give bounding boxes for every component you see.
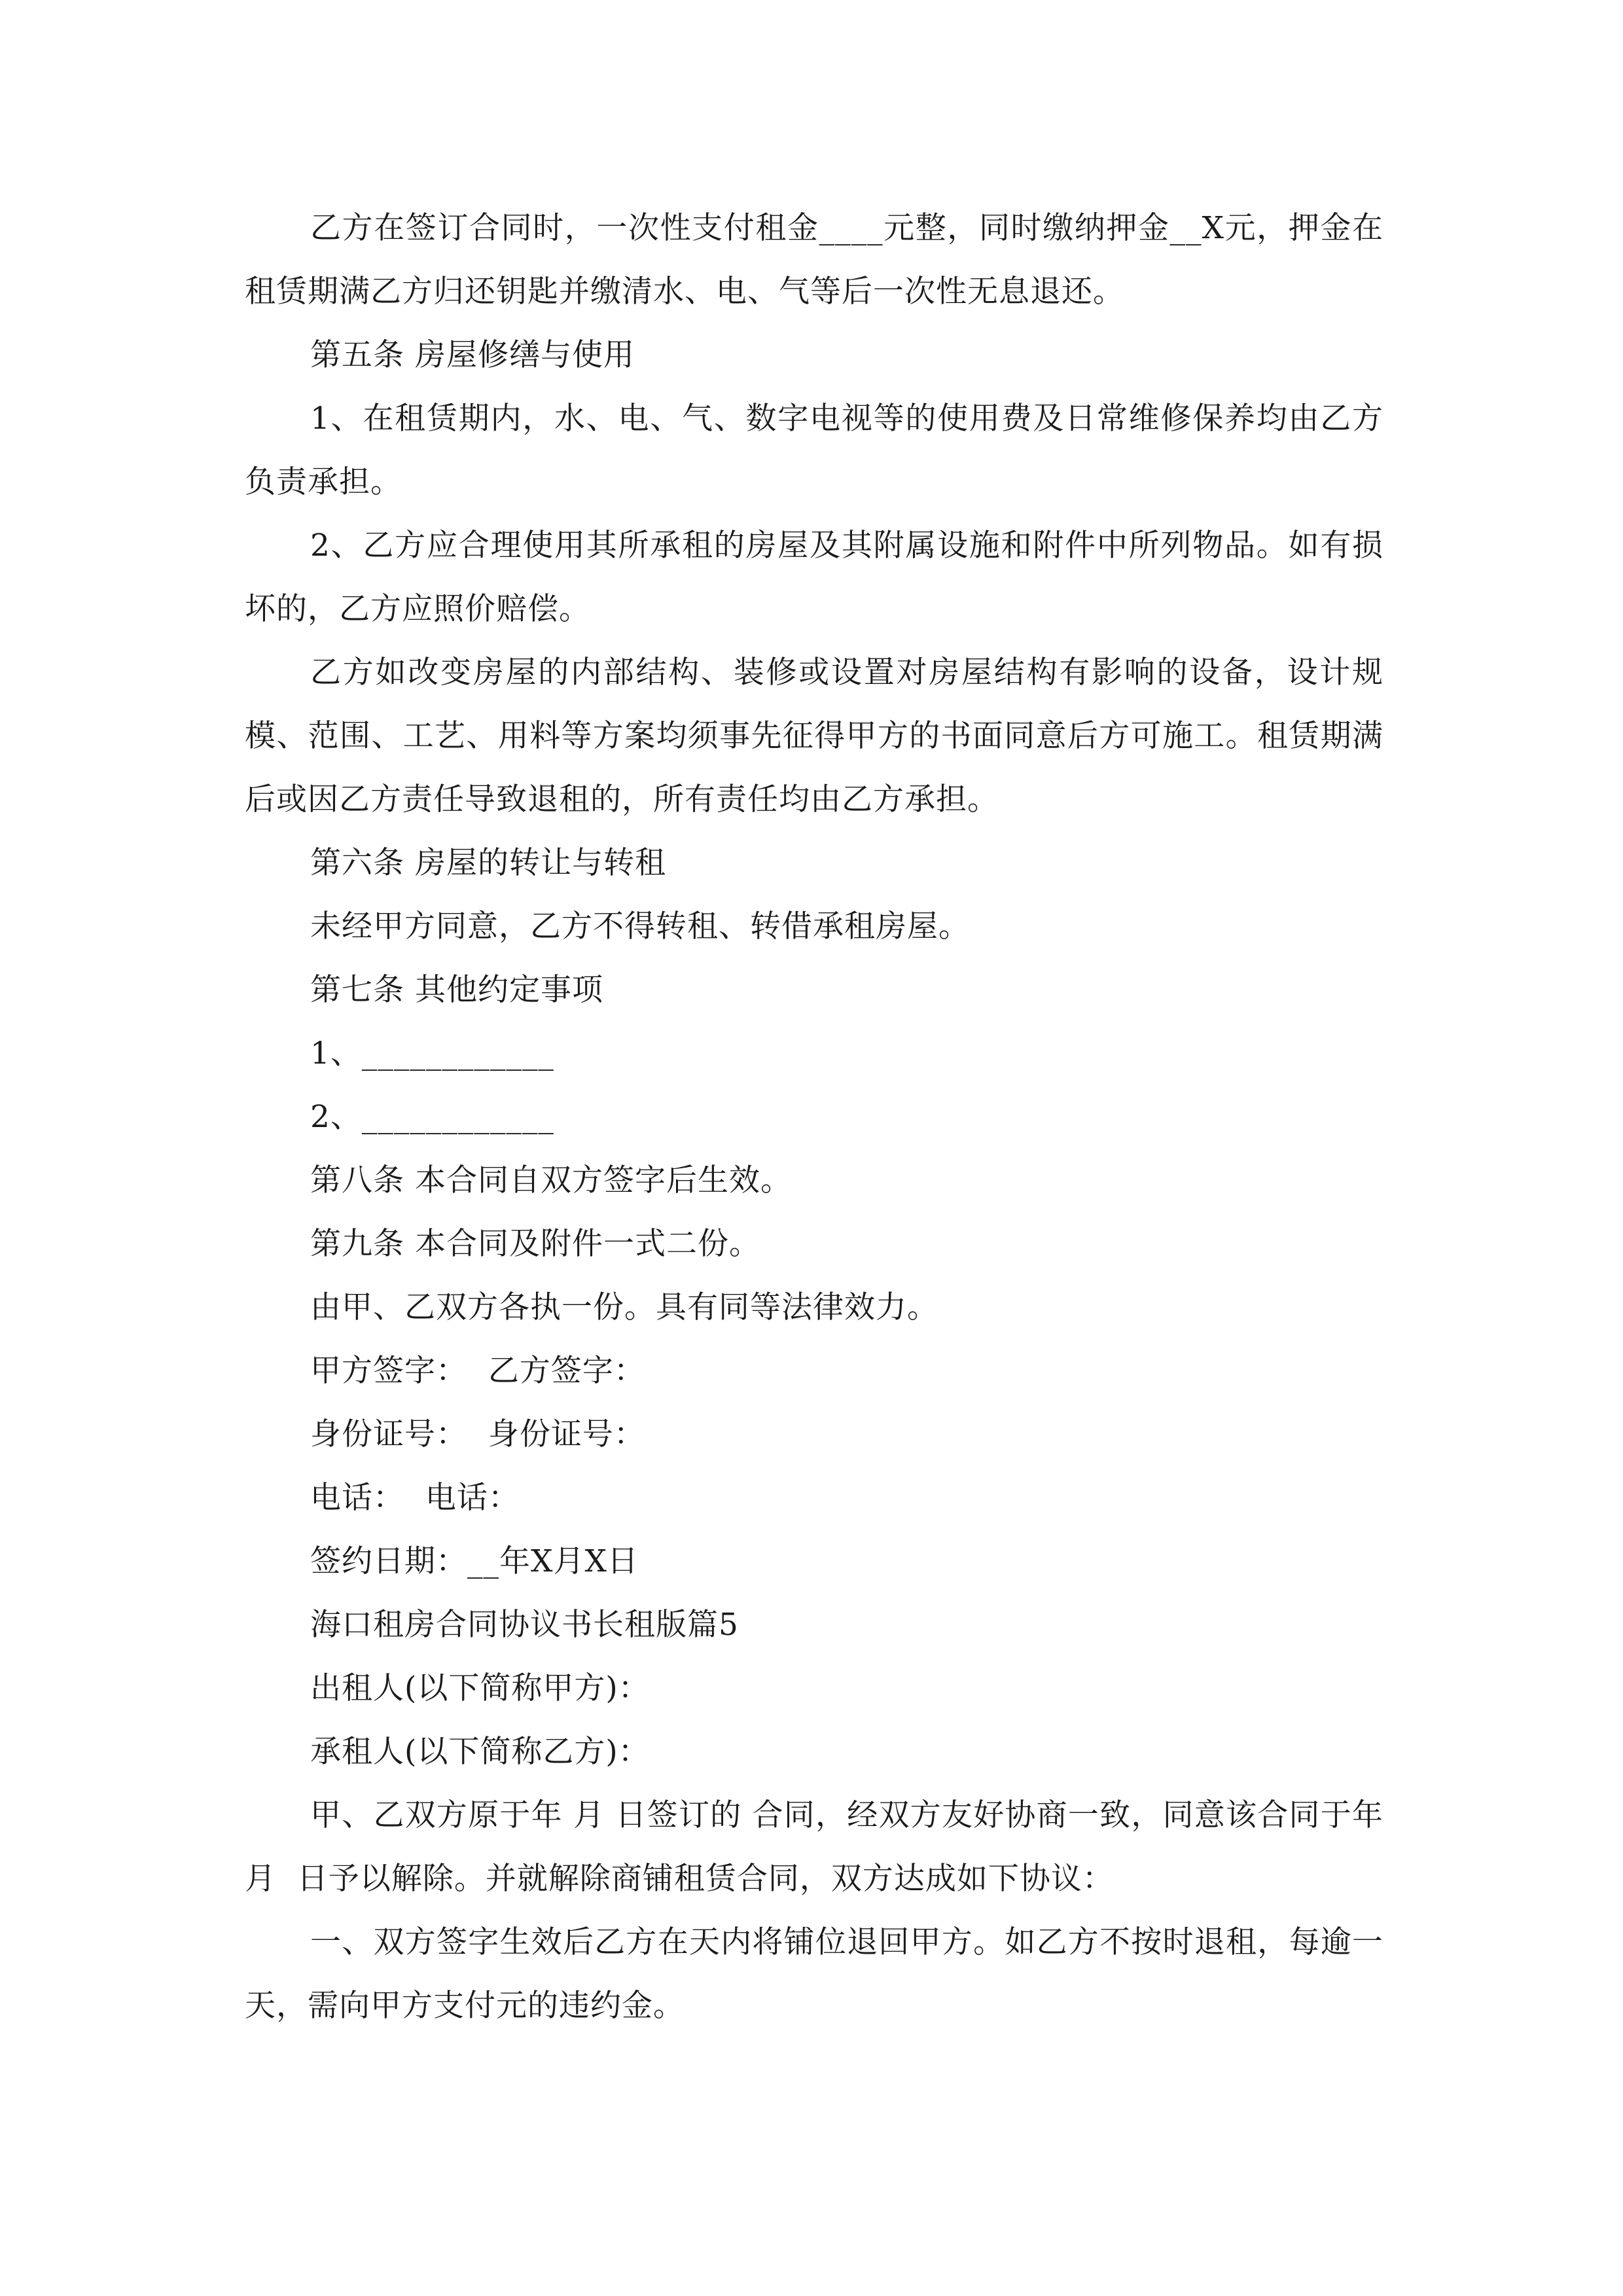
signature-line: 甲方签字： 乙方签字： (310, 1353, 645, 1389)
heading-article-8: 第八条 本合同自双方签字后生效。 (310, 1162, 792, 1198)
phone-line: 电话： 电话： (310, 1480, 520, 1516)
paragraph-proper-use: 2、乙方应合理使用其所承租的房屋及其附属设施和附件中所列物品。如有损坏的，乙方应照价赔偿。 (245, 528, 1383, 627)
section-title: 海口租房合同协议书长租版篇5 (310, 1607, 739, 1643)
heading-article-6: 第六条 房屋的转让与转租 (310, 845, 666, 881)
paragraph-deposit-terms: 乙方在签订合同时，一次性支付租金____元整，同时缴纳押金__X元，押金在租赁期满乙方归还钥匙并缴清水、电、气等后一次性无息退还。 (245, 210, 1383, 310)
list-item-other-2: 2、____________ (310, 1099, 554, 1135)
list-item-other-1: 1、____________ (310, 1035, 554, 1071)
id-number-line: 身份证号： 身份证号： (310, 1416, 645, 1452)
signing-date-line: 签约日期：__年X月X日 (310, 1543, 639, 1579)
paragraph-copies: 由甲、乙双方各执一份。具有同等法律效力。 (310, 1289, 938, 1325)
document-body (245, 196, 1404, 2037)
paragraph-utilities: 1、在租赁期内，水、电、气、数字电视等的使用费及日常维修保养均由乙方负责承担。 (245, 401, 1383, 500)
paragraph-return-premises: 一、双方签字生效后乙方在天内将铺位退回甲方。如乙方不按时退租，每逾一天，需向甲方支付元的违约金。 (245, 1924, 1383, 2024)
lessee-line: 承租人(以下简称乙方)： (310, 1734, 650, 1770)
paragraph-alterations: 乙方如改变房屋的内部结构、装修或设置对房屋结构有影响的设备，设计规模、范围、工艺、用料等方案均须事先征得甲方的书面同意后方可施工。租赁期满后或因乙方责任导致退租的，所有责任均由乙方承担。 (245, 655, 1383, 817)
paragraph-termination: 甲、乙双方原于年 月 日签订的 合同，经双方友好协商一致，同意该合同于年 月 日予以解除。并就解除商铺租赁合同，双方达成如下协议： (245, 1797, 1404, 1897)
lessor-line: 出租人(以下简称甲方)： (310, 1670, 650, 1706)
heading-article-9: 第九条 本合同及附件一式二份。 (310, 1226, 760, 1262)
paragraph-no-sublet: 未经甲方同意，乙方不得转租、转借承租房屋。 (310, 908, 970, 944)
heading-article-7: 第七条 其他约定事项 (310, 972, 603, 1008)
heading-article-5: 第五条 房屋修缮与使用 (310, 337, 635, 373)
